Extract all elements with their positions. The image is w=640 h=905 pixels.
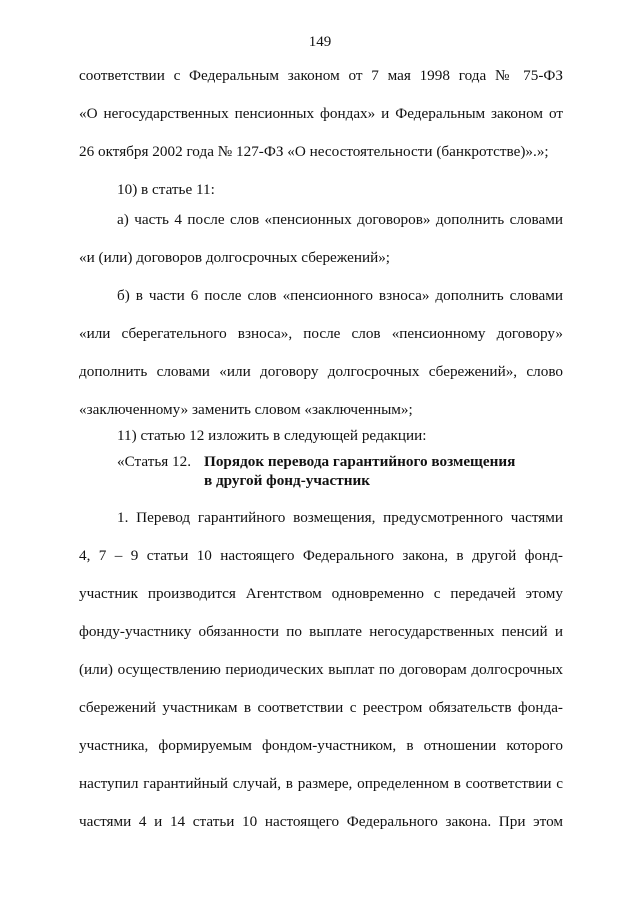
text-line: 10) в статье 11:	[117, 181, 215, 198]
text-line: фонду-участнику обязанности по выплате негосударственных пенсий и	[79, 623, 563, 640]
text-line: а) часть 4 после слов «пенсионных договоров» дополнить словами	[117, 211, 563, 228]
text-line: сбережений участникам в соответствии с реестром обязательств фонда-	[79, 699, 563, 716]
text-line: 1. Перевод гарантийного возмещения, предусмотренного частями	[117, 509, 563, 526]
text-line: б) в части 6 после слов «пенсионного взноса» дополнить словами	[117, 287, 563, 304]
article-title-line: в другой фонд-участник	[204, 472, 370, 489]
text-line: участника, формируемым фондом-участником, в отношении которого	[79, 737, 563, 754]
text-line: участник производится Агентством одновременно с передачей этому	[79, 585, 563, 602]
text-line: частями 4 и 14 статьи 10 настоящего Федерального закона. При этом	[79, 813, 563, 830]
text-line: наступил гарантийный случай, в размере, определенном в соответствии с	[79, 775, 563, 792]
text-line: «или сберегательного взноса», после слов «пенсионному договору»	[79, 325, 563, 342]
article-title	[204, 452, 564, 490]
text-line: 4, 7 – 9 статьи 10 настоящего Федерального закона, в другой фонд-	[79, 547, 563, 564]
text-line: соответствии с Федеральным законом от 7 мая 1998 года № 75-ФЗ	[79, 67, 563, 84]
text-line: «заключенному» заменить словом «заключенным»;	[79, 401, 413, 418]
text-line: «О негосударственных пенсионных фондах» и Федеральным законом от	[79, 105, 563, 122]
text-line: 26 октября 2002 года № 127-ФЗ «О несостоятельности (банкротстве)».»;	[79, 143, 549, 160]
text-line: 11) статью 12 изложить в следующей редакции:	[117, 427, 427, 444]
text-line: (или) осуществлению периодических выплат по договорам долгосрочных	[79, 661, 563, 678]
article-number: «Статья 12.	[117, 453, 192, 470]
page-number: 149	[308, 34, 332, 50]
text-line: дополнить словами «или договору долгосрочных сбережений», слово	[79, 363, 563, 380]
article-title-line: Порядок перевода гарантийного возмещения	[204, 453, 516, 470]
text-line: «и (или) договоров долгосрочных сбережений»;	[79, 249, 391, 266]
